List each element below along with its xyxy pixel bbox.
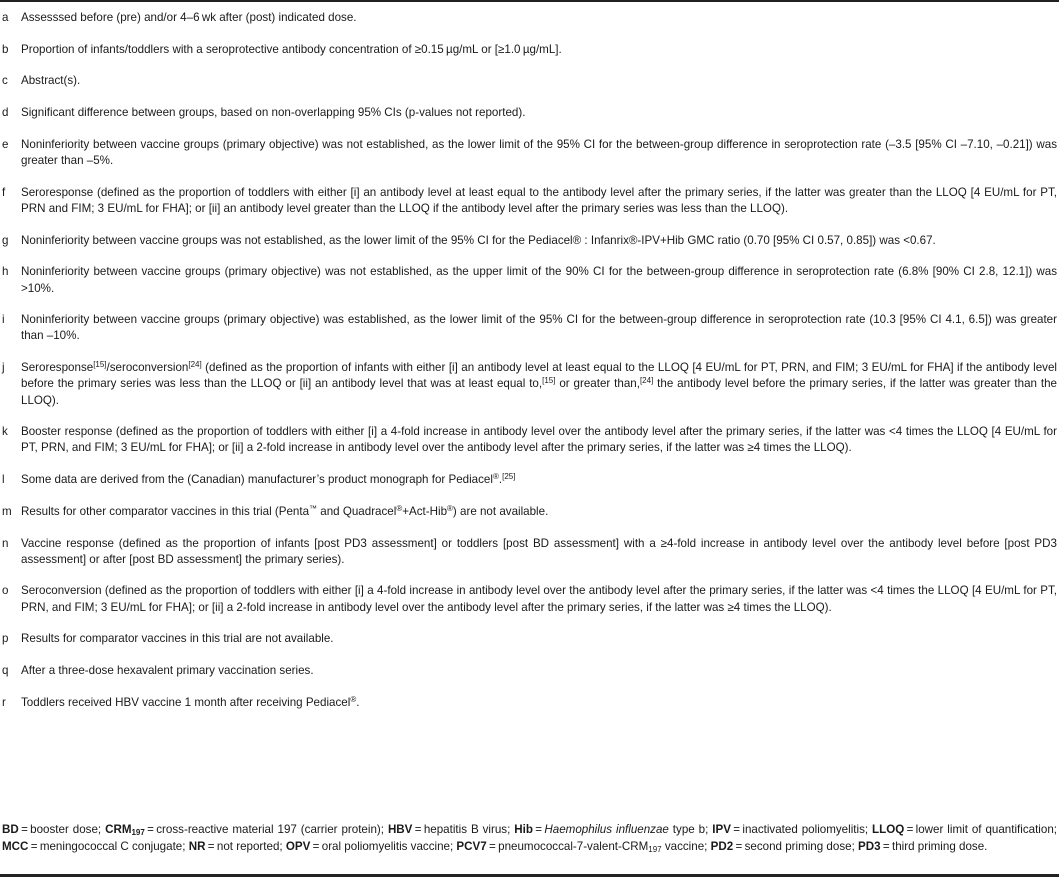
abbrev-term: PD2	[710, 839, 734, 853]
registered-mark: ®	[447, 503, 453, 513]
footnote-i	[0, 312, 1059, 344]
abbrev-term: PD3	[858, 839, 881, 853]
citation-ref: [15]	[542, 376, 556, 386]
footnote-letter: l	[2, 473, 5, 487]
abbrev-term: IPV	[712, 823, 731, 836]
footnote-a	[0, 10, 1059, 26]
abbreviations-paragraph: BD = booster dose; $CRM_{197}$ = cross-reactive material 197 (carrier protein); HBV = hepatitis B virus; Hib = Haemophilus influenzae type b; IPV = inactivated poliomyelitis; LLOQ = lower limit of quantification; MCC = meningococcal C conjugate; NR = not reported; OPV = oral poliomyelitis vaccine; PCV7 = pneumococcal-$7-valent-CRM_{197}$ vaccine; PD2 = second priming dose; PD3 = third priming dose.	[2, 823, 1058, 854]
registered-mark: ®	[396, 503, 403, 513]
trademark-mark: ™	[309, 503, 318, 513]
footnote-letter: r	[2, 695, 6, 709]
footnote-letter: h	[2, 265, 9, 279]
footnote-text: After a three-dose hexavalent primary vaccination series.	[21, 664, 314, 678]
footnote-o	[0, 583, 1059, 615]
citation-ref: [24]	[188, 360, 202, 370]
footnote-text: Seroconversion (defined as the proportion of toddlers with either [i] a 4-fold increase in antibody level over the antibody level after the primary series, if the latter was <4 times the LLOQ [4 EU/mL for PT, PRN, and FIM; 3 EU/mL for FHA]; or [ii] a 2-fold increase in antibody level over the antibody level after the primary series, if the latter was ≥4 times the LLOQ).	[21, 584, 1057, 614]
footnote-h	[0, 264, 1059, 296]
footnote-e	[0, 137, 1059, 169]
footnote-letter: m	[2, 504, 12, 518]
footnote-text: Significant difference between groups, based on non-overlapping 95% CIs (p-values not reported).	[21, 106, 526, 120]
footnote-n	[0, 536, 1059, 568]
footnote-d	[0, 105, 1059, 121]
footnote-letter: j	[2, 361, 5, 375]
footnote-text: Toddlers received HBV vaccine 1 month after receiving Pediacel®.	[21, 694, 360, 709]
footnote-letter: k	[2, 425, 8, 439]
footnote-text: Results for comparator vaccines in this trial are not available.	[21, 632, 334, 646]
registered-mark: ®	[350, 694, 357, 704]
footnote-text: Noninferiority between vaccine groups (primary objective) was not established, as the lower limit of the 95% CI for the between-group difference in seroprotection rate (–3.5 [95% CI –7.10, –0.21]) was greater than –5%.	[21, 137, 1057, 168]
footnote-text: Vaccine response (defined as the proportion of infants [post PD3 assessment] or toddlers [post BD assessment] with a ≥4-fold increase in antibody level over the antibody level before [post PD3 assessment] or after [post BD assessment] the primary series).	[21, 536, 1057, 566]
abbrev-term: Hib	[514, 823, 533, 836]
footnote-text: Noninferiority between vaccine groups (primary objective) was not established, as the upper limit of the 90% CI for the between-group difference in seroprotection rate (6.8% [90% CI 2.8, 12.1]) was >10%.	[21, 265, 1057, 295]
top-rule	[0, 0, 1059, 2]
registered-mark: ®	[492, 472, 499, 482]
footnote-letter: q	[2, 664, 9, 678]
footnote-f	[0, 185, 1059, 217]
citation-ref: [15]	[93, 360, 107, 370]
abbrev-term: NR	[188, 839, 206, 853]
footnote-text: Noninferiority between vaccine groups was not established, as the lower limit of the 95% CI for the Pediacel® : Infanrix®-IPV+Hib GMC ratio (0.70 [95% CI 0.57, 0.85]) was <0.67.	[21, 233, 936, 247]
footnote-j	[0, 360, 1059, 409]
footnote-l	[0, 472, 1059, 488]
footnote-m	[0, 504, 1059, 520]
footnote-list	[0, 10, 1059, 726]
footnote-letter: i	[2, 313, 5, 327]
footnote-text: Proportion of infants/toddlers with a seroprotective antibody concentration of ≥0.15 µg/mL or [≥1.0 µg/mL].	[21, 42, 562, 56]
footnote-letter: f	[2, 185, 6, 199]
footnote-text: Noninferiority between vaccine groups (primary objective) was established, as the lower limit of the 95% CI for the between-group difference in seroprotection rate (10.3 [95% CI 4.1, 6.5]) was greater than –10%.	[21, 313, 1057, 343]
footnote-text: Booster response (defined as the proportion of toddlers with either [i] a 4-fold increase in antibody level over the antibody level after the primary series, if the latter was <4 times the LLOQ [4 EU/mL for PT, PRN, and FIM; 3 EU/mL for FHA]; or [ii] a 2-fold increase in antibody level over the antibody level after the primary series, if the latter was ≥4 times the LLOQ).	[21, 425, 1057, 455]
footnote-letter: g	[2, 233, 9, 247]
bottom-rule	[0, 874, 1059, 877]
footnote-text: Seroresponse (defined as the proportion of toddlers with either [i] an antibody level at least equal to the antibody level after the primary series, if the latter was greater than the LLOQ [4 EU/mL for PT, PRN and FIM; 3 EU/mL for FHA]; or [ii] an antibody level greater than the LLOQ if the antibody level after the primary series was less than the LLOQ).	[21, 185, 1057, 215]
footnote-text: Results for other comparator vaccines in this trial (Penta™ and Quadracel®+Act-Hib®) are not available.	[21, 503, 549, 518]
footnote-text: Some data are derived from the (Canadian) manufacturer’s product monograph for Pediacel®.[25]	[21, 472, 516, 487]
footnote-q	[0, 663, 1059, 679]
footnote-letter: d	[2, 106, 9, 120]
footnote-r	[0, 695, 1059, 711]
footnote-c	[0, 73, 1059, 89]
abbrev-term: BD	[2, 823, 19, 836]
footnote-letter: c	[2, 74, 8, 88]
footnote-k	[0, 424, 1059, 456]
abbrev-term: LLOQ	[872, 823, 905, 836]
footnote-letter: a	[2, 11, 9, 24]
abbrev-term: MCC	[2, 839, 29, 853]
abbrev-term: $CRM_{197}$	[105, 823, 145, 837]
footnote-text: Seroresponse[15]/seroconversion[24] (defined as the proportion of infants with either [i] an antibody level at least equal to the LLOQ [4 EU/mL for PT, PRN, and FIM; 3 EU/mL for FHA] if the antibody level before the primary series was less than the LLOQ or [ii] an antibody level that was at least equal to,[15] or greater than,[24] the antibody level before the primary series, if the latter was greater than the LLOQ).	[21, 360, 1058, 407]
abbrev-term: PCV7	[456, 839, 487, 853]
footnote-letter: p	[2, 632, 9, 646]
footnote-g	[0, 233, 1059, 249]
abbrev-term: OPV	[285, 839, 311, 853]
footnote-b	[0, 42, 1059, 58]
footnote-letter: b	[2, 42, 9, 56]
footnote-letter: e	[2, 137, 9, 151]
abbrev-term: HBV	[387, 823, 413, 836]
citation-ref: [24]	[639, 376, 654, 386]
footnote-p	[0, 631, 1059, 647]
citation-ref: [25]	[502, 472, 516, 482]
footnote-letter: n	[2, 536, 9, 550]
footnote-letter: o	[2, 584, 9, 598]
footnote-text: Abstract(s).	[21, 74, 81, 88]
footnote-text: Assesssed before (pre) and/or 4–6 wk after (post) indicated dose.	[21, 11, 357, 24]
